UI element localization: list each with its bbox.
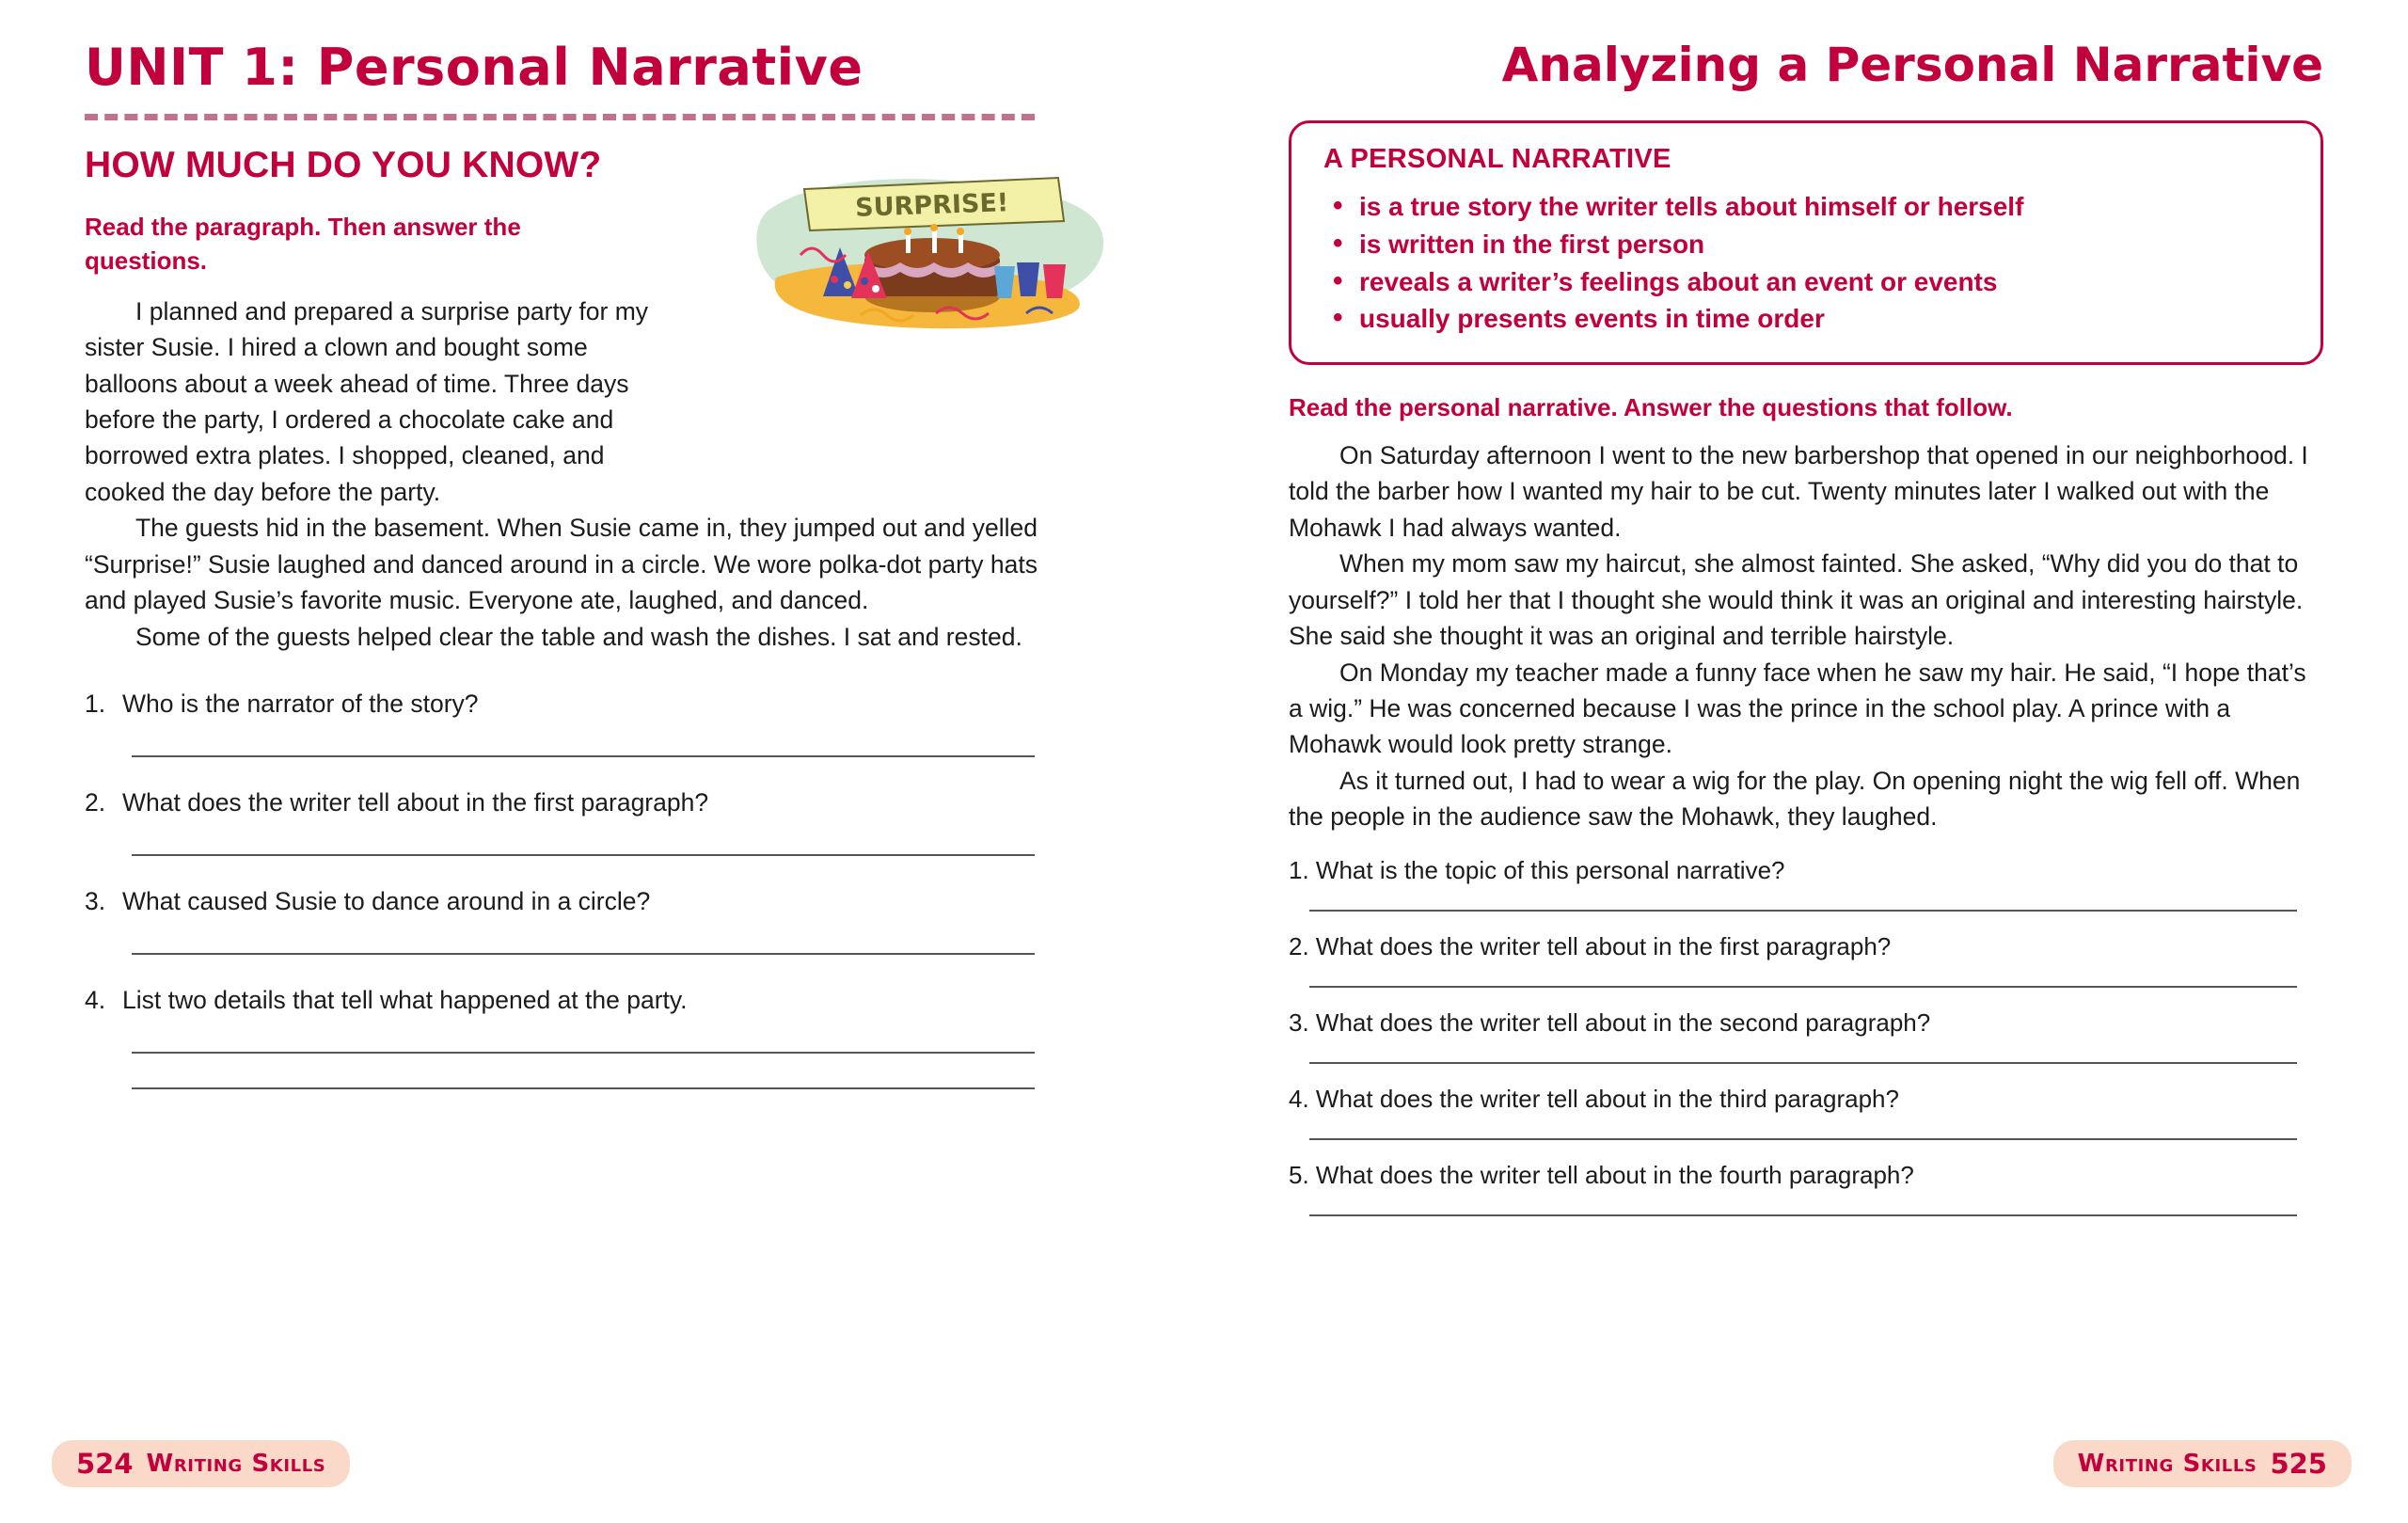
answer-line[interactable] bbox=[1309, 986, 2297, 988]
callout-bullet: • is a true story the writer tells about himself or herself bbox=[1320, 188, 2292, 226]
passage-paragraph-3: On Monday my teacher made a funny face when he saw my hair. He said, “I hope that’s a wig.” He was concerned because I was the prince in the school play. A prince with a Mohawk would look pretty strange. bbox=[1289, 658, 2306, 759]
answer-line[interactable] bbox=[1309, 1214, 2297, 1216]
reading-instruction: Read the personal narrative. Answer the questions that follow. bbox=[1289, 393, 2013, 421]
question-item bbox=[85, 884, 1209, 919]
callout-title: A PERSONAL NARRATIVE bbox=[1323, 144, 1671, 174]
left-question-list bbox=[85, 687, 1209, 1089]
question-text: List two details that tell what happened at the party. bbox=[122, 986, 688, 1015]
right-question-list bbox=[1289, 856, 2323, 1216]
passage-paragraph-4: As it turned out, I had to wear a wig for the play. On opening night the wig fell off. When the people in the audience saw the Mohawk, they laughed. bbox=[1289, 766, 2301, 832]
question-text: What does the writer tell about in the first paragraph? bbox=[122, 788, 709, 817]
question-text: Who is the narrator of the story? bbox=[122, 689, 479, 718]
question-text: What does the writer tell about in the second paragraph? bbox=[1315, 1007, 1931, 1037]
svg-text:SURPRISE!: SURPRISE! bbox=[854, 188, 1009, 223]
question-text: What does the writer tell about in the third paragraph? bbox=[1315, 1084, 1899, 1113]
question-number: 4. bbox=[1289, 1084, 1309, 1113]
question-number: 1. bbox=[1289, 855, 1309, 884]
question-item bbox=[85, 983, 1209, 1018]
passage-paragraph-3: Some of the guests helped clear the table and wash the dishes. I sat and rested. bbox=[135, 622, 1022, 651]
reading-instruction: Read the paragraph. Then answer the questions. bbox=[85, 213, 521, 275]
question-text: What does the writer tell about in the first paragraph? bbox=[1315, 931, 1892, 960]
right-page-title: Analyzing a Personal Narrative bbox=[1501, 38, 2323, 92]
question-item bbox=[1289, 1085, 2323, 1114]
question-number: 2. bbox=[85, 788, 106, 817]
definition-callout bbox=[1289, 120, 2323, 365]
page-title: UNIT 1: Personal Narrative bbox=[85, 38, 863, 97]
page-number: 525 bbox=[2270, 1448, 2327, 1480]
question-number: 3. bbox=[1289, 1007, 1309, 1037]
passage-paragraph-2: When my mom saw my haircut, she almost fainted. She asked, “Why did you do that to yourself?” I told her that I thought she would think it was an original and interesting hairstyle. She said she thought it was an original and terrible hairstyle. bbox=[1289, 549, 2304, 651]
question-number: 2. bbox=[1289, 931, 1309, 960]
footer-label: Writing Skills bbox=[146, 1450, 326, 1478]
answer-line[interactable] bbox=[132, 1087, 1035, 1089]
page-number: 524 bbox=[76, 1448, 134, 1480]
question-item bbox=[85, 785, 1209, 820]
callout-bullet: • reveals a writer’s feelings about an event or events bbox=[1320, 263, 2292, 301]
answer-line[interactable] bbox=[1309, 1138, 2297, 1140]
passage-paragraph-1: On Saturday afternoon I went to the new barbershop that opened in our neighborhood. I told the barber how I wanted my hair to be cut. Twenty minutes later I walked out with the Mohawk I had always wanted. bbox=[1289, 441, 2308, 542]
question-number: 1. bbox=[85, 689, 106, 718]
footer-right bbox=[2053, 1440, 2352, 1487]
answer-line[interactable] bbox=[1309, 910, 2297, 912]
callout-bullet: • is written in the first person bbox=[1320, 226, 2292, 263]
question-item bbox=[1289, 932, 2323, 961]
section-heading: HOW MUCH DO YOU KNOW? bbox=[85, 145, 602, 185]
passage-paragraph-1: I planned and prepared a surprise party for my sister Susie. I hired a clown and bought some balloons about a week ahead of time. Three days before the party, I ordered a chocolate cake and borrowed extra plates. I shopped, cleaned, and cooked the day before the party. bbox=[85, 296, 649, 506]
answer-line[interactable] bbox=[132, 1052, 1035, 1054]
question-text: What is the topic of this personal narrative? bbox=[1315, 855, 1785, 884]
right-passage bbox=[1289, 437, 2319, 835]
question-item bbox=[85, 687, 1209, 722]
callout-bullet: • usually presents events in time order bbox=[1320, 300, 2292, 338]
answer-line[interactable] bbox=[1309, 1062, 2297, 1064]
left-passage bbox=[85, 293, 1058, 655]
divider bbox=[85, 114, 1035, 120]
question-number: 4. bbox=[85, 986, 106, 1015]
right-page bbox=[1265, 0, 2408, 1523]
question-number: 5. bbox=[1289, 1160, 1309, 1189]
question-item bbox=[1289, 856, 2323, 885]
question-text: What does the writer tell about in the fourth paragraph? bbox=[1315, 1160, 1914, 1189]
question-number: 3. bbox=[85, 887, 106, 916]
footer-left bbox=[52, 1440, 350, 1487]
passage-paragraph-2: The guests hid in the basement. When Susie came in, they jumped out and yelled “Surprise!” Susie laughed and danced around in a circle. We wore polka-dot party hats and played Susie’s favorite music. Everyone ate, laughed, and danced. bbox=[85, 514, 1038, 615]
question-text: What caused Susie to dance around in a circle? bbox=[122, 887, 651, 916]
footer-label: Writing Skills bbox=[2077, 1450, 2258, 1478]
question-item bbox=[1289, 1008, 2323, 1038]
callout-bullet-list bbox=[1320, 188, 2292, 338]
question-item bbox=[1289, 1161, 2323, 1190]
surprise-party-illustration bbox=[748, 165, 1115, 343]
